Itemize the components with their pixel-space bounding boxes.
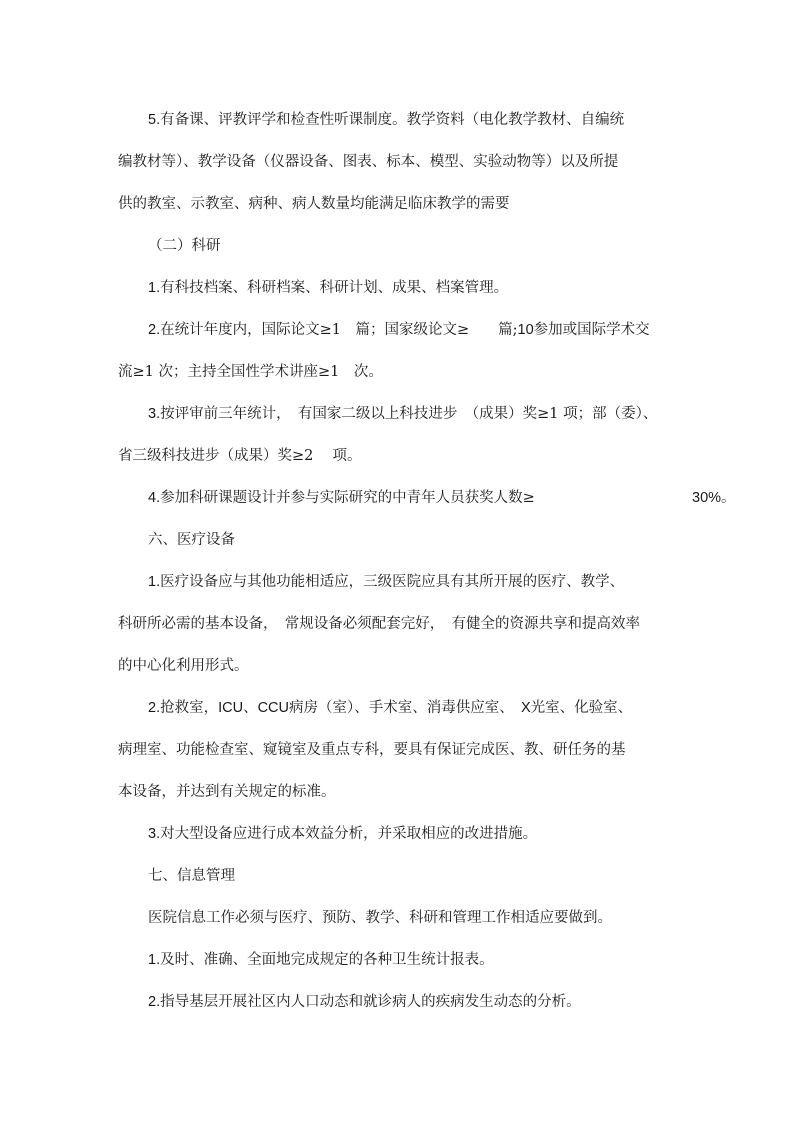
- section-heading: 六、医疗设备: [148, 532, 235, 548]
- section-heading: （二）科研: [148, 238, 221, 254]
- text-line: 病理室、功能检查室、窥镜室及重点专科，要具有保证完成医、教、研任务的基: [118, 742, 626, 758]
- text-line: 本设备，并达到有关规定的标准。: [118, 784, 336, 800]
- text-line: 省三级科技进步（成果）奖≥2 项。: [118, 448, 362, 464]
- section-heading: 七、信息管理: [148, 868, 235, 884]
- text-line: 流≥1 次；主持全国性学术讲座≥1 次。: [118, 364, 383, 380]
- text-line: 编教材等）、教学设备（仪器设备、图表、标本、模型、实验动物等）以及所提: [118, 154, 619, 170]
- text-line: 2.指导基层开展社区内人口动态和就诊病人的疾病发生动态的分析。: [148, 994, 581, 1010]
- text-line: 的中心化利用形式。: [118, 658, 249, 674]
- text-line: 1.医疗设备应与其他功能相适应，三级医院应具有其所开展的医疗、教学、: [148, 574, 625, 590]
- text-line: 1.及时、准确、全面地完成规定的各种卫生统计报表。: [148, 952, 494, 968]
- text-line: 4.参加科研课题设计并参与实际研究的中青年人员获奖人数≥: [148, 490, 535, 506]
- percentage-value: 30%。: [692, 490, 736, 506]
- text-line: 科研所必需的基本设备， 常规设备必须配套完好， 有健全的资源共享和提高效率: [118, 616, 640, 632]
- text-line: 医院信息工作必须与医疗、预防、教学、科研和管理工作相适应要做到。: [148, 910, 612, 926]
- text-line: 2.在统计年度内，国际论文≥1 篇；国家级论文≥ 篇;10参加或国际学术交: [148, 322, 650, 338]
- text-line: 1.有科技档案、科研档案、科研计划、成果、档案管理。: [148, 280, 509, 296]
- text-line: 供的教室、示教室、病种、病人数量均能满足临床教学的需要: [118, 196, 510, 212]
- text-line: 5.有备课、评教评学和检查性听课制度。教学资料（电化教学教材、自编统: [148, 112, 625, 128]
- text-line: 3.对大型设备应进行成本效益分析，并采取相应的改进措施。: [148, 826, 538, 842]
- text-line: 3.按评审前三年统计， 有国家二级以上科技进步 （成果）奖≥1 项；部（委）、: [148, 406, 658, 422]
- text-line: 2.抢救室，ICU、CCU病房（室）、手术室、消毒供应室、 X光室、化验室、: [148, 700, 633, 716]
